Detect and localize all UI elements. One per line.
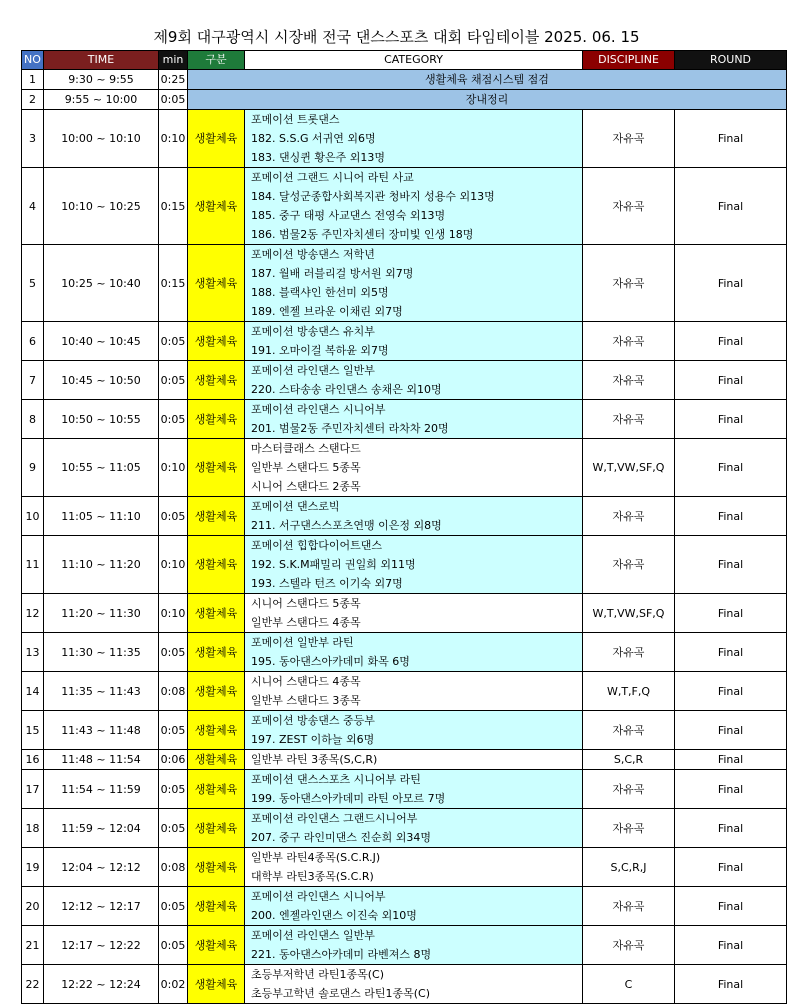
category-line: 일반부 스탠다드 3종목 (251, 694, 361, 707)
row-time: 10:50 ~ 10:55 (44, 400, 159, 439)
row-no: 21 (22, 926, 44, 965)
row-time: 12:04 ~ 12:12 (44, 848, 159, 887)
table-row (22, 848, 787, 887)
table-row (22, 400, 787, 439)
timetable-body (22, 70, 787, 1004)
row-category (245, 168, 583, 245)
row-no: 11 (22, 536, 44, 594)
row-discipline: W,T,VW,SF,Q (583, 594, 675, 633)
row-gubun: 생활체육 (188, 926, 245, 965)
row-time: 10:40 ~ 10:45 (44, 322, 159, 361)
row-min: 0:05 (159, 400, 188, 439)
row-no: 15 (22, 711, 44, 750)
row-min: 0:15 (159, 245, 188, 322)
row-round: Final (675, 887, 787, 926)
row-category (245, 965, 583, 1004)
row-discipline: 자유곡 (583, 168, 675, 245)
row-no: 8 (22, 400, 44, 439)
row-category (245, 770, 583, 809)
row-time: 11:10 ~ 11:20 (44, 536, 159, 594)
row-time: 10:25 ~ 10:40 (44, 245, 159, 322)
category-line: 마스터클래스 스탠다드 (251, 442, 361, 455)
row-gubun: 생활체육 (188, 322, 245, 361)
category-line: 포메이션 트롯댄스 (251, 113, 340, 126)
row-min: 0:05 (159, 361, 188, 400)
row-discipline: W,T,VW,SF,Q (583, 439, 675, 497)
category-line: 221. 동아댄스아카데미 라벤져스 8명 (251, 948, 432, 961)
row-time: 11:48 ~ 11:54 (44, 750, 159, 770)
category-line: 포메이션 힙합다이어트댄스 (251, 539, 383, 552)
table-row (22, 750, 787, 770)
category-line: 초등부저학년 라틴1종목(C) (251, 968, 385, 981)
category-line: 일반부 라틴4종목(S.C.R.J) (251, 851, 381, 864)
row-round: Final (675, 926, 787, 965)
row-min: 0:05 (159, 711, 188, 750)
row-gubun: 생활체육 (188, 965, 245, 1004)
category-line: 포메이션 라인댄스 일반부 (251, 929, 375, 942)
row-time: 10:00 ~ 10:10 (44, 110, 159, 168)
row-min: 0:05 (159, 926, 188, 965)
category-line: 포메이션 댄스로빅 (251, 500, 340, 513)
table-row (22, 770, 787, 809)
category-line: 포메이션 방송댄스 중등부 (251, 714, 375, 727)
row-span-note: 장내정리 (188, 90, 787, 110)
category-line: 포메이션 라인댄스 시니어부 (251, 890, 386, 903)
table-row (22, 110, 787, 168)
row-time: 10:55 ~ 11:05 (44, 439, 159, 497)
row-category (245, 750, 583, 770)
row-no: 5 (22, 245, 44, 322)
row-round: Final (675, 245, 787, 322)
table-row (22, 497, 787, 536)
header-discipline: DISCIPLINE (583, 51, 675, 70)
row-round: Final (675, 594, 787, 633)
row-round: Final (675, 848, 787, 887)
row-round: Final (675, 168, 787, 245)
row-gubun: 생활체육 (188, 497, 245, 536)
row-discipline: S,C,R,J (583, 848, 675, 887)
row-discipline: 자유곡 (583, 361, 675, 400)
table-row (22, 536, 787, 594)
row-no: 17 (22, 770, 44, 809)
row-gubun: 생활체육 (188, 887, 245, 926)
row-discipline: S,C,R (583, 750, 675, 770)
category-line: 185. 중구 태평 사교댄스 전영숙 외13명 (251, 209, 446, 222)
row-time: 9:55 ~ 10:00 (44, 90, 159, 110)
row-no: 9 (22, 439, 44, 497)
row-round: Final (675, 672, 787, 711)
category-line: 일반부 스탠다드 4종목 (251, 616, 361, 629)
row-min: 0:05 (159, 633, 188, 672)
row-time: 12:17 ~ 12:22 (44, 926, 159, 965)
row-discipline: 자유곡 (583, 711, 675, 750)
row-gubun: 생활체육 (188, 848, 245, 887)
table-row (22, 672, 787, 711)
row-discipline: W,T,F,Q (583, 672, 675, 711)
category-line: 초등부고학년 솔로댄스 라틴1종목(C) (251, 987, 431, 1000)
row-round: Final (675, 497, 787, 536)
row-no: 2 (22, 90, 44, 110)
category-line: 포메이션 댄스스포츠 시니어부 라틴 (251, 773, 421, 786)
row-discipline: C (583, 965, 675, 1004)
header-no: NO (22, 51, 44, 70)
row-gubun: 생활체육 (188, 361, 245, 400)
row-round: Final (675, 439, 787, 497)
table-row (22, 633, 787, 672)
row-category (245, 322, 583, 361)
category-line: 189. 엔젤 브라운 이채린 외7명 (251, 305, 403, 318)
header-time: TIME (44, 51, 159, 70)
row-discipline: 자유곡 (583, 809, 675, 848)
row-discipline: 자유곡 (583, 536, 675, 594)
row-min: 0:08 (159, 672, 188, 711)
row-min: 0:05 (159, 809, 188, 848)
row-round: Final (675, 322, 787, 361)
row-discipline: 자유곡 (583, 926, 675, 965)
row-no: 6 (22, 322, 44, 361)
row-no: 18 (22, 809, 44, 848)
row-min: 0:05 (159, 770, 188, 809)
row-category (245, 848, 583, 887)
row-time: 11:20 ~ 11:30 (44, 594, 159, 633)
table-row (22, 711, 787, 750)
row-round: Final (675, 633, 787, 672)
row-category (245, 926, 583, 965)
row-min: 0:15 (159, 168, 188, 245)
row-gubun: 생활체육 (188, 711, 245, 750)
table-row (22, 90, 787, 110)
header-round: ROUND (675, 51, 787, 70)
row-gubun: 생활체육 (188, 809, 245, 848)
row-round: Final (675, 536, 787, 594)
category-line: 시니어 스탠다드 5종목 (251, 597, 361, 610)
row-span-note: 생활체육 채점시스템 점검 (188, 70, 787, 90)
row-time: 10:45 ~ 10:50 (44, 361, 159, 400)
row-min: 0:06 (159, 750, 188, 770)
row-time: 11:30 ~ 11:35 (44, 633, 159, 672)
row-time: 11:59 ~ 12:04 (44, 809, 159, 848)
row-category (245, 361, 583, 400)
category-line: 197. ZEST 이하늘 외6명 (251, 733, 375, 746)
category-line: 포메이션 일반부 라틴 (251, 636, 354, 649)
timetable (21, 50, 787, 1004)
category-line: 포메이션 방송댄스 저학년 (251, 248, 375, 261)
table-row (22, 361, 787, 400)
row-time: 11:35 ~ 11:43 (44, 672, 159, 711)
row-no: 16 (22, 750, 44, 770)
row-category (245, 439, 583, 497)
row-discipline: 자유곡 (583, 400, 675, 439)
category-line: 193. 스텔라 턴즈 이기숙 외7명 (251, 577, 403, 590)
row-gubun: 생활체육 (188, 750, 245, 770)
table-row (22, 70, 787, 90)
row-min: 0:05 (159, 322, 188, 361)
row-no: 12 (22, 594, 44, 633)
category-line: 192. S.K.M패밀리 권일희 외11명 (251, 558, 416, 571)
category-line: 포메이션 라인댄스 시니어부 (251, 403, 386, 416)
category-line: 201. 범물2동 주민자치센터 라차차 20명 (251, 422, 449, 435)
category-line: 포메이션 라인댄스 그랜드시니어부 (251, 812, 418, 825)
row-category (245, 809, 583, 848)
row-discipline: 자유곡 (583, 770, 675, 809)
category-line: 186. 범물2동 주민자치센터 장미빛 인생 18명 (251, 228, 474, 241)
category-line: 포메이션 그랜드 시니어 라틴 사교 (251, 171, 414, 184)
row-gubun: 생활체육 (188, 439, 245, 497)
row-no: 10 (22, 497, 44, 536)
row-discipline: 자유곡 (583, 887, 675, 926)
row-round: Final (675, 110, 787, 168)
row-category (245, 711, 583, 750)
category-line: 191. 오마이걸 복하윤 외7명 (251, 344, 389, 357)
category-line: 대학부 라틴3종목(S.C.R) (251, 870, 374, 883)
row-gubun: 생활체육 (188, 672, 245, 711)
row-round: Final (675, 809, 787, 848)
row-no: 7 (22, 361, 44, 400)
row-discipline: 자유곡 (583, 322, 675, 361)
row-discipline: 자유곡 (583, 497, 675, 536)
row-gubun: 생활체육 (188, 245, 245, 322)
table-row (22, 245, 787, 322)
row-category (245, 245, 583, 322)
category-line: 시니어 스탠다드 2종목 (251, 480, 361, 493)
category-line: 184. 달성군종합사회복지관 청바지 성용수 외13명 (251, 190, 495, 203)
row-gubun: 생활체육 (188, 400, 245, 439)
row-category (245, 497, 583, 536)
row-gubun: 생활체육 (188, 536, 245, 594)
row-round: Final (675, 400, 787, 439)
header-gubun: 구분 (188, 51, 245, 70)
category-line: 188. 블랙샤인 한선미 외5명 (251, 286, 389, 299)
row-round: Final (675, 750, 787, 770)
table-row (22, 439, 787, 497)
row-round: Final (675, 965, 787, 1004)
category-line: 220. 스타송송 라인댄스 송채은 외10명 (251, 383, 442, 396)
table-row (22, 168, 787, 245)
row-discipline: 자유곡 (583, 245, 675, 322)
row-time: 10:10 ~ 10:25 (44, 168, 159, 245)
row-category (245, 672, 583, 711)
row-no: 13 (22, 633, 44, 672)
category-line: 포메이션 라인댄스 일반부 (251, 364, 375, 377)
page-title: 제9회 대구광역시 시장배 전국 댄스스포츠 대회 타임테이블 2025. 06. 15 (153, 28, 640, 46)
category-line: 포메이션 방송댄스 유치부 (251, 325, 375, 338)
row-category (245, 594, 583, 633)
row-min: 0:25 (159, 70, 188, 90)
category-line: 182. S.S.G 서귀연 외6명 (251, 132, 376, 145)
row-min: 0:05 (159, 497, 188, 536)
table-row (22, 887, 787, 926)
row-min: 0:05 (159, 90, 188, 110)
row-no: 14 (22, 672, 44, 711)
row-min: 0:10 (159, 594, 188, 633)
row-time: 11:54 ~ 11:59 (44, 770, 159, 809)
row-discipline: 자유곡 (583, 633, 675, 672)
row-no: 20 (22, 887, 44, 926)
row-gubun: 생활체육 (188, 770, 245, 809)
table-row (22, 322, 787, 361)
category-line: 200. 엔젤라인댄스 이진숙 외10명 (251, 909, 417, 922)
table-row (22, 965, 787, 1004)
row-min: 0:10 (159, 536, 188, 594)
row-category (245, 400, 583, 439)
row-no: 3 (22, 110, 44, 168)
row-time: 11:43 ~ 11:48 (44, 711, 159, 750)
row-gubun: 생활체육 (188, 594, 245, 633)
row-min: 0:05 (159, 887, 188, 926)
category-line: 187. 월배 러블리걸 방서원 외7명 (251, 267, 414, 280)
row-min: 0:02 (159, 965, 188, 1004)
row-min: 0:10 (159, 110, 188, 168)
row-time: 12:12 ~ 12:17 (44, 887, 159, 926)
row-category (245, 536, 583, 594)
row-time: 11:05 ~ 11:10 (44, 497, 159, 536)
table-row (22, 809, 787, 848)
category-line: 207. 중구 라인미댄스 진순희 외34명 (251, 831, 431, 844)
header-min: min (159, 51, 188, 70)
row-round: Final (675, 711, 787, 750)
row-time: 9:30 ~ 9:55 (44, 70, 159, 90)
row-gubun: 생활체육 (188, 110, 245, 168)
category-line: 183. 댄싱퀸 황은주 외13명 (251, 151, 385, 164)
row-no: 4 (22, 168, 44, 245)
category-line: 일반부 스탠다드 5종목 (251, 461, 361, 474)
row-round: Final (675, 361, 787, 400)
row-gubun: 생활체육 (188, 633, 245, 672)
category-line: 시니어 스탠다드 4종목 (251, 675, 361, 688)
category-line: 211. 서구댄스스포츠연맹 이은정 외8명 (251, 519, 442, 532)
row-no: 19 (22, 848, 44, 887)
table-row (22, 594, 787, 633)
category-line: 195. 동아댄스아카데미 화목 6명 (251, 655, 410, 668)
row-category (245, 633, 583, 672)
row-category (245, 110, 583, 168)
header-row (22, 51, 787, 70)
row-no: 1 (22, 70, 44, 90)
row-category (245, 887, 583, 926)
row-time: 12:22 ~ 12:24 (44, 965, 159, 1004)
row-round: Final (675, 770, 787, 809)
row-discipline: 자유곡 (583, 110, 675, 168)
row-min: 0:10 (159, 439, 188, 497)
row-min: 0:08 (159, 848, 188, 887)
table-row (22, 926, 787, 965)
header-category: CATEGORY (245, 51, 583, 70)
category-line: 일반부 라틴 3종목(S,C,R) (251, 753, 378, 766)
row-no: 22 (22, 965, 44, 1004)
row-gubun: 생활체육 (188, 168, 245, 245)
category-line: 199. 동아댄스아카데미 라틴 아모르 7명 (251, 792, 446, 805)
